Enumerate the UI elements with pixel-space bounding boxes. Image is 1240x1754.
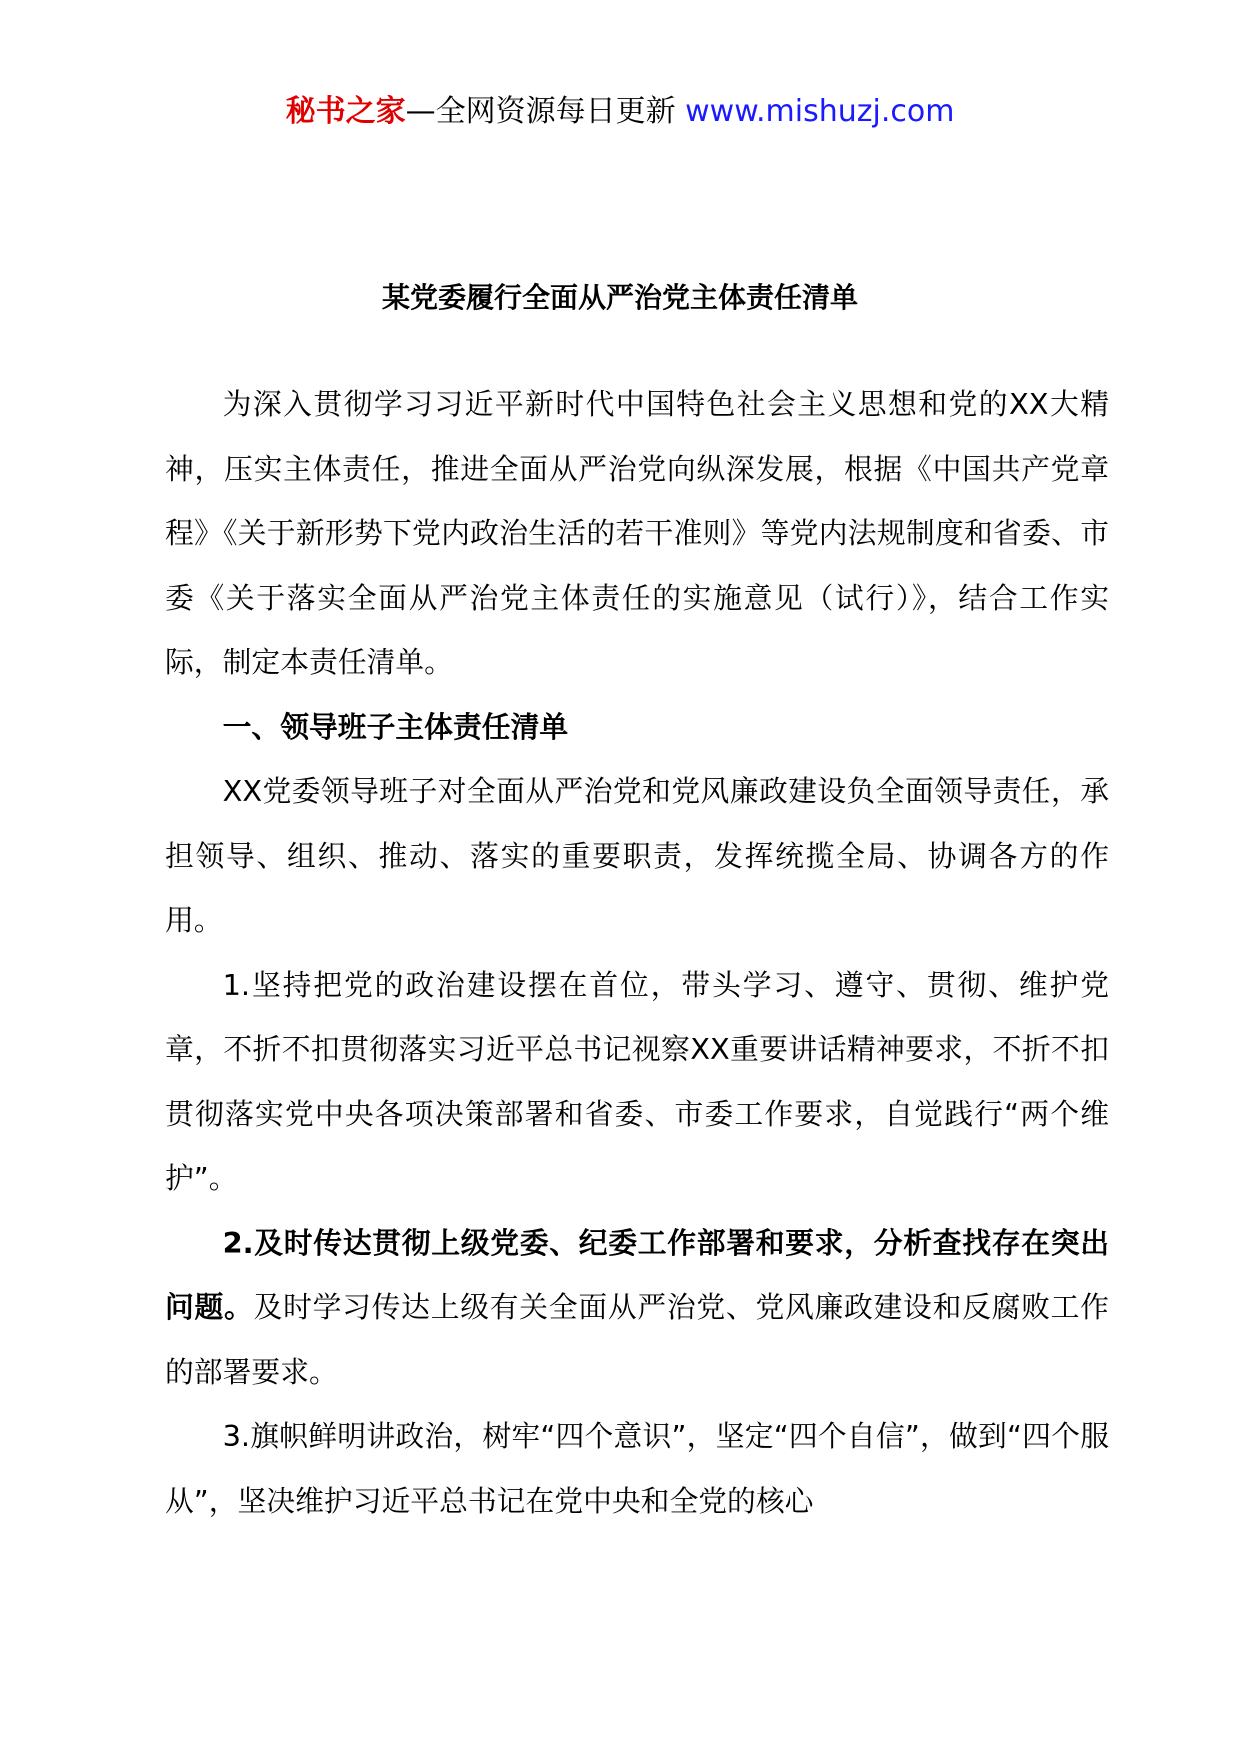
document-body xyxy=(165,372,1109,1533)
brand-name: 秘书之家 xyxy=(285,94,406,129)
item-2-bold-lead: 2.及时传达贯彻上级党委、纪委工作部署和要求，分析查找存在突出问题。 xyxy=(165,1225,1109,1324)
section-heading: 一、领导班子主体责任清单 xyxy=(222,709,569,744)
site-header xyxy=(0,92,1240,132)
section-paragraph: XX党委领导班子对全面从严治党和党风廉政建设负全面领导责任，承担领导、组织、推动、落实的重要职责，发挥统揽全局、协调各方的作用。 xyxy=(165,774,1109,937)
header-tagline: —全网资源每日更新 xyxy=(405,94,686,129)
item-2-paragraph xyxy=(165,1211,1109,1405)
document-title: 某党委履行全面从严治党主体责任清单 xyxy=(381,281,858,314)
site-url-link[interactable]: www.mishuzj.com xyxy=(685,94,955,129)
item-3-paragraph: 3.旗帜鲜明讲政治，树牢“四个意识”，坚定“四个自信”，做到“四个服从”，坚决维护习近平总书记在党中央和全党的核心 xyxy=(165,1419,1109,1518)
item-1-paragraph: 1.坚持把党的政治建设摆在首位，带头学习、遵守、贯彻、维护党章，不折不扣贯彻落实习近平总书记视察XX重要讲话精神要求，不折不扣贯彻落实党中央各项决策部署和省委、市委工作要求，自觉践行“两个维护”。 xyxy=(165,967,1109,1195)
intro-paragraph: 为深入贯彻学习习近平新时代中国特色社会主义思想和党的XX大精神，压实主体责任，推进全面从严治党向纵深发展，根据《中国共产党章程》《关于新形势下党内政治生活的若干准则》等党内法规制度和省委、市委《关于落实全面从严治党主体责任的实施意见（试行）》，结合工作实际，制定本责任清单。 xyxy=(165,387,1109,679)
item-2-text: 及时学习传达上级有关全面从严治党、党风廉政建设和反腐败工作的部署要求。 xyxy=(165,1290,1109,1389)
